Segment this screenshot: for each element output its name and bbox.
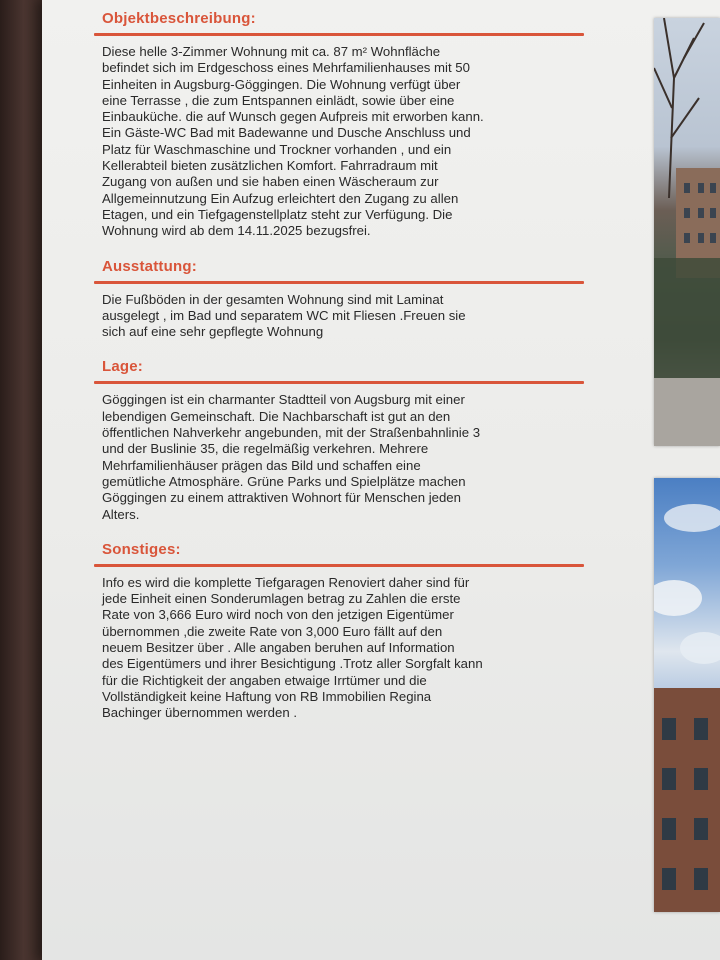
section-sonstiges: [94, 539, 584, 722]
section-heading-lage: Lage:: [102, 358, 144, 376]
section-heading-objektbeschreibung: Objektbeschreibung:: [102, 10, 256, 27]
heading-divider: [94, 281, 584, 284]
property-description-column: [94, 8, 584, 738]
section-ausstattung: [94, 256, 584, 341]
section-lage: [94, 356, 584, 522]
building-sky-illustration: [654, 478, 720, 912]
apartment-building-photo: [654, 478, 720, 912]
heading-divider: [94, 564, 584, 567]
section-text-objektbeschreibung: Diese helle 3-Zimmer Wohnung mit ca. 87 m² Wohnfläche befindet sich im Erdgeschoss eines Mehrfamilienhauses mit 50 Einheiten in Augsburg-Göggingen. Die Wohnung verfügt über eine Terrasse , die zum Entspannen einlädt, sowie über eine Einbauküche. die auf Wunsch gegen Aufpreis mit erworben kann. Ein Gäste-WC Bad mit Badewanne und Dusche Anschluss und Platz für Waschmaschine und Trockner vorhanden , und ein Kellerabteil bieten zusätzlichen Komfort. Fahrradraum mit Zugang von außen und sie haben einen Wäscheraum zur Allgemeinnutzung Ein Aufzug erleichtert den Zugang zu allen Etagen, und ein Tiefgagenstellplatz steht zur Verfügung. Die Wohnung wird ab dem 14.11.2025 bezugsfrei.: [102, 44, 484, 239]
heading-divider: [94, 381, 584, 384]
tree-and-building-illustration: [654, 18, 720, 446]
photo-column: [654, 0, 720, 960]
heading-divider: [94, 33, 584, 36]
building-exterior-photo: [654, 18, 720, 446]
section-objektbeschreibung: [94, 8, 584, 240]
section-heading-ausstattung: Ausstattung:: [102, 257, 197, 275]
section-text-lage: Göggingen ist ein charmanter Stadtteil von Augsburg mit einer lebendigen Gemeinschaft. Die Nachbarschaft ist gut an den öffentlichen Nahverkehr angebunden, mit der Straßenbahnlinie 3 und der Buslinie 35, die regelmäßig verkehren. Mehrere Mehrfamilienhäuser prägen das Bild und schaffen eine gemütliche Atmosphäre. Grüne Parks und Spielplätze machen Göggingen zu einem attraktiven Wohnort für Menschen jeden Alters.: [102, 392, 481, 522]
section-heading-sonstiges: Sonstiges:: [102, 540, 181, 558]
section-text-ausstattung: Die Fußböden in der gesamten Wohnung sind mit Laminat ausgelegt , im Bad und separatem WC mit Fliesen .Freuen sie sich auf eine sehr gepflegte Wohnung: [102, 291, 466, 340]
section-text-sonstiges: Info es wird die komplette Tiefgaragen Renoviert daher sind für jede Einheit einen Sonderumlagen betrag zu Zahlen die erste Rate von 3,666 Euro wird noch von den jetzigen Eigentümer übernommen ,die zweite Rate von 3,000 Euro fällt auf den neuem Besitzer über . Alle angaben beruhen auf Information des Eigentümers und ihrer Besichtigung .Trotz aller Sorgfalt kann für die Richtigkeit der angaben etwaige Irrtümer und die Vollständigkeit keine Haftung von RB Immobilien Regina Bachinger übernommen werden .: [102, 574, 483, 721]
